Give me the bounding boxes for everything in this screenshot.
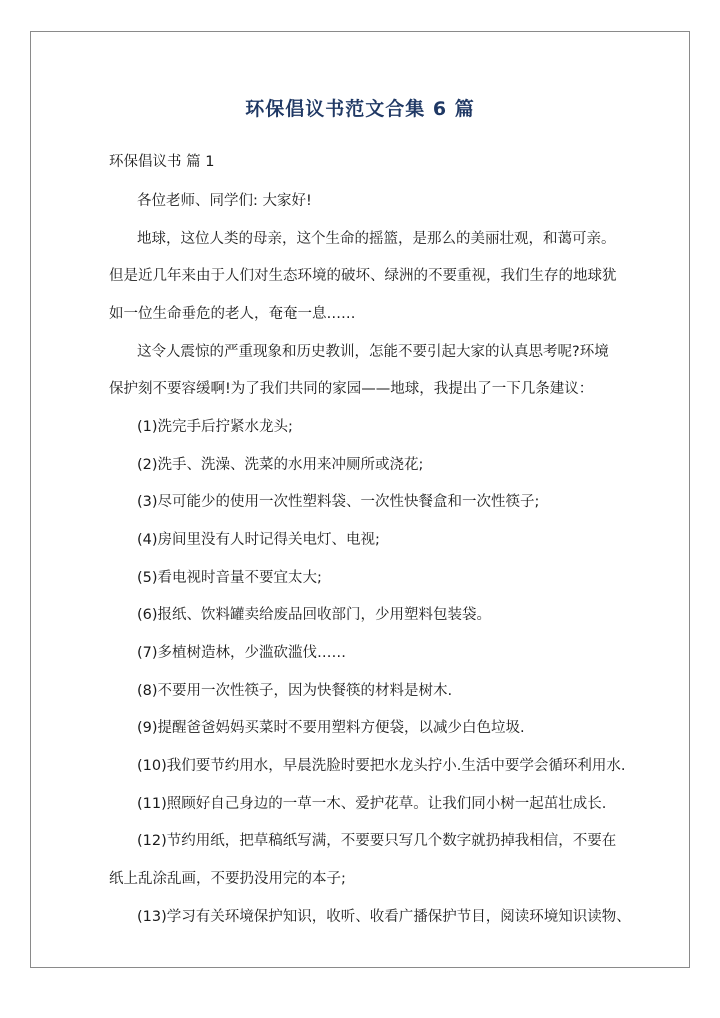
list-item: (8)不要用一次性筷子，因为快餐筷的材料是树木. (137, 683, 453, 699)
list-item: (11)照顾好自己身边的一草一木、爱护花草。让我们同小树一起茁壮成长. (137, 796, 607, 812)
paragraph-line: 各位老师、同学们: 大家好! (137, 193, 312, 209)
list-item: (6)报纸、饮料罐卖给废品回收部门，少用塑料包装袋。 (137, 607, 492, 623)
list-item: (7)多植树造林，少滥砍滥伐…… (137, 645, 347, 661)
paragraph-line: 地球，这位人类的母亲，这个生命的摇篮，是那么的美丽壮观，和蔼可亲。 (137, 231, 616, 247)
paragraph-line: 保护刻不要容缓啊!为了我们共同的家园——地球，我提出了一下几条建议： (109, 381, 594, 397)
list-item: (9)提醒爸爸妈妈买菜时不要用塑料方便袋，以减少白色垃圾. (137, 720, 525, 736)
list-item: (13)学习有关环境保护知识，收听、收看广播保护节目，阅读环境知识读物、 (137, 909, 631, 925)
document-title: 环保倡议书范文合集 6 篇 (245, 98, 475, 120)
list-item: (1)洗完手后拧紧水龙头; (137, 419, 293, 435)
list-item: (2)洗手、洗澡、洗菜的水用来冲厕所或浇花; (137, 457, 424, 473)
list-item: (5)看电视时音量不要宜太大; (137, 570, 322, 586)
list-item: (3)尽可能少的使用一次性塑料袋、一次性快餐盒和一次性筷子; (137, 494, 540, 510)
paragraph-line: 这令人震惊的严重现象和历史教训，怎能不要引起大家的认真思考呢?环境 (137, 344, 609, 360)
list-item: (12)节约用纸，把草稿纸写满，不要要只写几个数字就扔掉我相信，不要在 (137, 833, 617, 849)
paragraph-line: 如一位生命垂危的老人，奄奄一息…… (109, 306, 356, 322)
list-item: (4)房间里没有人时记得关电灯、电视; (137, 532, 380, 548)
list-item-continuation: 纸上乱涂乱画，不要扔没用完的本子; (109, 871, 346, 887)
paragraph-line: 但是近几年来由于人们对生态环境的破坏、绿洲的不要重视，我们生存的地球犹 (109, 268, 617, 284)
section-heading: 环保倡议书 篇 1 (109, 154, 215, 170)
list-item: (10)我们要节约用水，早晨洗脸时要把水龙头拧小.生活中要学会循环利用水. (137, 758, 626, 774)
